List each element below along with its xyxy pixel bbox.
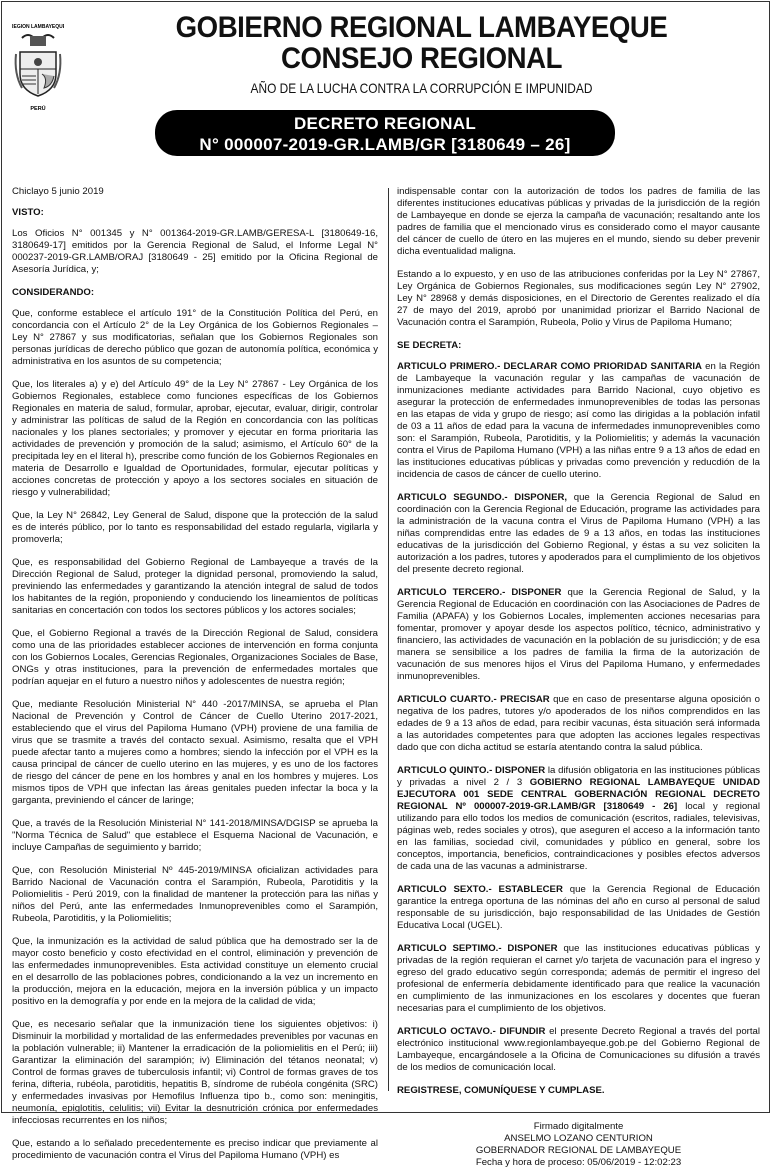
column-divider [388,188,389,1091]
article-text: que las instituciones educativas públicas y privadas de la región requieran el carnet y/o tarjeta de vacunación para el ingreso y egreso del grado educativo según corresponda; además de permitir el ingreso del profesional de enfermería debidamente identificado para que realice la vacunación en cumplimiento de las inmunizaciones en los escolares y docentes que fueran necesarias para el cumplimiento de los objetivos. [397,943,760,1014]
decree-number: N° 000007-2019-GR.LAMB/GR [3180649 – 26] [199,135,571,154]
article-lead: ARTICULO PRIMERO.- DECLARAR COMO PRIORIDAD SANITARIA [397,361,702,372]
considerando-paragraph: Que, estando a lo señalado precedentemente es preciso indicar que previamente al procedimiento de vacunación contra el Virus del Papiloma Humano (VPH) es [12,1138,378,1161]
motto: AÑO DE LA LUCHA CONTRA LA CORRUPCIÓN E IMPUNIDAD [250,80,593,96]
considerando-paragraph: Que, a través de la Resolución Ministerial N° 141-2018/MINSA/DGISP se aprueba la "Norma Técnica de Salud" que establece el Esquema Nacional de Vacunación, e incluye Campañas de seguimiento y barrido; [12,818,378,853]
considerando-paragraph: Que, con Resolución Ministerial Nº 445-2019/MINSA oficializan actividades para Barrido Nacional de Vacunación contra el Sarampión, Rubeola, Parotiditis y la Poliomielitis - Perú 2019, con la finalidad de mantener la protección para las niñas y niños del Perú, ante las enfermedades Inmunoprevenibles como el Sarampión, Rubeola, Parotiditis, y la Poliomielitis; [12,865,378,924]
visto-text: Los Oficios N° 001345 y N° 001364-2019-GR.LAMB/GERESA-L [3180649-16, 3180649-17] emitidos por la Gerencia Regional de Salud, el Informe Legal N° 000237-2019-GR.LAMB/ORAJ [3180649 - 25] emitido por la Oficina Regional de Asesoría Jurídica, y; [12,228,378,275]
article-4 [397,694,760,754]
considerando-paragraph: Que, mediante Resolución Ministerial N° 440 -2017/MINSA, se aprueba el Plan Nacional de Prevención y Control de Cáncer de Cuello Uterino 2017-2021, estableciendo que el virus del Papiloma Humano (VPH) proviene de una familia de virus que se trasmite a través del contacto sexual. Asimismo, resalta que el VPH puede afectar tanto a mujeres como a hombres; siendo la infección por el VPH es la causa principal de cáncer de cuello uterino en las mujeres, y es uno de los factores de riesgo del cáncer de pene en los hombres y anal en los hombres y mujeres. Los mismos tipos de VPH que infectan las áreas genitales pueden infectar la boca y la garganta, previniendo el cáncer de laringe; [12,699,378,806]
considerando-paragraph: Que, la Ley N° 26842, Ley General de Salud, dispone que la protección de la salud es de interés público, por lo tanto es responsabilidad del estado regularla, vigilarla y promoverla; [12,510,378,545]
date-line: Chiclayo 5 junio 2019 [12,186,104,197]
se-decreta-heading: SE DECRETA: [397,340,462,351]
article-text-end: local y regional utilizando para ello todos los medios de comunicación (escritos, radiales, televisivas, páginas web, redes sociales y otros), que aseguren el acceso a la información tanto en las familias, sociedad civil, comunidades y público en general, sobre los conceptos, importancia, beneficios, contraindicaciones y posibles efectos adversos de cada una de las vacunas a administrarse. [397,801,760,872]
article-lead: ARTICULO TERCERO.- DISPONER [397,587,562,598]
article-text: el presente Decreto Regional a través del portal electrónico institucional www.regionlambayeque.gob.pe del Gobierno Regional de Lambayeque, encargándosele a la Oficina de Comunicaciones su difusión a través de los medios de comunicación local. [397,1026,760,1073]
signature-line-1: Firmado digitalmente [533,1121,624,1132]
logo-bottom-text: PERÚ [30,106,46,112]
article-lead: ARTICULO SEGUNDO.- DISPONER, [397,492,568,503]
logo-top-text: REGION LAMBAYEQUE [12,24,64,30]
article-lead: ARTICULO QUINTO.- DISPONER [397,765,546,776]
considerando-paragraph: Que, conforme establece el artículo 191° de la Constitución Política del Perú, en concordancia con el Artículo 2° de la Ley Orgánica de los Gobiernos Regionales – Ley N° 27867 y sus modificatorias, señalan que los Gobiernos Regionales son personas jurídicas de derecho público que gozan de autonomía política, económica y administrativa en los asuntos de su competencia; [12,308,378,367]
page-title [117,12,727,74]
considerando-paragraph: Que, es responsabilidad del Gobierno Regional de Lambayeque a través de la Dirección Regional de Salud, proteger la dignidad personal, promoviendo la salud, previniendo las enfermedades y garantizando la atención integral de salud de todos los habitantes de la región, proponiendo y conduciendo los lineamientos de políticas sanitarias en concertación con todos los sectores públicos y los actores sociales; [12,557,378,616]
article-bold-reference: GOBIERNO REGIONAL LAMBAYEQUE UNIDAD EJECUTORA 001 SEDE CENTRAL GOBERNACIÓN REGIONAL DECRETO REGIONAL Nº 000007-2019-GR.LAMB/GR [3180649 - 26] [397,777,760,812]
article-text: que la Gerencia Regional de Educación garantice la entrega oportuna de las nóminas del año en curso al personal de salud responsable de su jurisdicción, bajo responsabilidad de las Unidades de Gestión Educativa Local (UGEL). [397,884,760,931]
article-8 [397,1026,760,1074]
considerando-paragraph: Que, la inmunización es la actividad de salud pública que ha demostrado ser la de mayor costo beneficio y costo efectividad en el control, eliminación y prevención de las enfermedades inmunoprevenibles. Esta actividad constituye un elemento crucial en el desarrollo de las poblaciones pobres, condicionando a la vez un incremento en la producción, mejora en la educación, mejora en la inversión pública y un impacto positivo en la demografía y por ende en la mejora de la calidad de vida; [12,936,378,1007]
article-text: que la Gerencia Regional de Salud en coordinación con la Gerencia Regional de Educación, programe las actividades para la administración de la vacuna contra el Virus de Papiloma Humano (VPH) a las niñas comprendidas entre las edades de 9 a 13 años, en todas las instituciones educativas de la jurisdicción del Gobierno Regional, y éstas a su vez soliciten la autorización a los padres, tutores y apoderados para el cumplimiento de los objetivos del presente decreto regional. [397,492,760,575]
article-1 [397,361,760,481]
article-7 [397,943,760,1015]
article-text: la difusión obligatoria en las instituciones públicas y privadas a nivel 2 / 3 [397,765,761,788]
considerando-paragraph: Que, el Gobierno Regional a través de la Dirección Regional de Salud, considera como una de las prioridades establecer acciones de intervención en forma conjunta con los Gobiernos Locales, Gerencias Regionales, Organizaciones Sociales de Base, ONGs y otras instituciones, para la prevención de enfermedades mortales que podrían aquejar en el futuro a nuestro niños y adolescentes de nuestra región; [12,628,378,687]
signature-timestamp: Fecha y hora de proceso: 05/06/2019 - 12:02:23 [475,1157,682,1168]
article-2 [397,492,760,576]
considerando-paragraph: Que, es necesario señalar que la inmunización tiene los siguientes objetivos: i) Disminuir la morbilidad y mortalidad de las enfermedades prevenibles por vacunas en la población vulnerable; ii) Mantener la erradicación de la poliomielitis en el Perú; iii) Garantizar la eliminación del sarampión; iv) Eliminación del tétanos neonatal; v) Control de formas graves de tuberculosis infantil; vi) Control de formas graves de tos ferina, difteria, rubéola, parotiditis, hepatitis B, síndrome de rubéola congénita (SRC) y enfermedades invasivas por Hemofilus Influenza tipo b., como son: meningitis, neumonía, epiglotitis, celulitis; vii) Evitar la desnutrición crónica por enfermedades infecciosas recurrentes en los niños; [12,1019,378,1126]
article-6 [397,884,760,932]
decree-banner [155,110,615,156]
decree-label: DECRETO REGIONAL [293,114,477,133]
considerando-heading: CONSIDERANDO: [12,287,95,298]
visto-heading: VISTO: [12,207,44,218]
signature-name: ANSELMO LOZANO CENTURION [504,1133,653,1144]
article-lead: ARTICULO SEPTIMO.- DISPONER [397,943,558,954]
article-5 [397,765,760,873]
left-column [12,186,378,1173]
continuation-paragraph: indispensable contar con la autorización de todos los padres de familia de las diferentes instituciones educativas públicas y privadas de la jurisdicción de la región de Lambayeque en donde se ejerza la campaña de vacunación; resaltando ante los padres de familia que el mencionado virus es considerado como el mayor causante del cáncer de cuello de útero en las mujeres en el mundo, siendo su deber prevenir dicha eventualidad maligna. [397,186,760,257]
article-lead: ARTICULO SEXTO.- ESTABLECER [397,884,563,895]
article-lead: ARTICULO OCTAVO.- DIFUNDIR [397,1026,546,1037]
title-line-1: GOBIERNO REGIONAL LAMBAYEQUE [175,11,668,44]
article-lead: ARTICULO CUARTO.- PRECISAR [397,694,550,705]
regional-coat-of-arms-icon [12,14,64,114]
considerando-paragraph: Que, los literales a) y e) del Artículo 49° de la Ley N° 27867 - Ley Orgánica de los Gobiernos Regionales, establece como funciones específicas de los Gobiernos Regionales en materia de salud, formular, aprobar, ejecutar, evaluar, dirigir, controlar y administrar las políticas de salud de la Región en concordancia con las políticas nacionales y los planes sectoriales; y promover y ejecutar en forma prioritaria las actividades de prevención y promoción de la salud; asimismo, el Artículo 60° de la precipitada ley en el literal h), prescribe como función de los Gobiernos Regionales en materia de Desarrollo e Igualdad de Oportunidades, formular, ejecutar políticas y acciones concretas de protección y apoyo a los sectores sociales en situación de riesgo y vulnerabilidad; [12,379,378,498]
closing-formula: REGISTRESE, COMUNÍQUESE Y CUMPLASE. [397,1085,605,1096]
estando-paragraph: Estando a lo expuesto, y en uso de las atribuciones conferidas por la Ley N° 27867, Ley Orgánica de Gobiernos Regionales, sus modificaciones según Ley N° 27902, Ley N° 28968 y demás disposiciones, en el Directorio de Gerentes realizado el día 27 de mayo del 2019, aprobó por unanimidad priorizar el Barrido Nacional de Vacunación contra el Sarampión, Rubeola, Polio y Virus de Papiloma Humano; [397,269,760,328]
digital-signature [397,1121,760,1169]
article-text: que la Gerencia Regional de Salud, y la Gerencia Regional de Educación en coordinación con las Asociaciones de Padres de Familia (APAFA) y los Gobiernos Locales, implementen acciones necesarias para fomentar, promover y apoyar desde los aspectos político, técnico, administrativo y financiero, las actividades de vacunación en la población de su jurisdicción; y de esa manera se sensibilice a los padres de familia la firma de la autorización de vacunación de sus menores hijos el Virus del Papiloma Humano, y enfermedades inmunoprevenibles. [397,587,760,682]
article-text: en la Región de Lambayeque la vacunación regular y las campañas de vacunación de inmunizaciones mediante actividades para Barrido Nacional, cuyo objetivo es asegurar la protección de enfermedades inmunoprevenibles de todas las personas en las etapas de vida y grupo de riesgo; así como las dirigidas a la población infatil de 03 a 11 años de edad para la vacuna de infermedades inmunoprevenibles como son: el Sarampión, Rubeola, Parotiditis, y la Poliomielitis; y además la vacunación contra el Virus de Papiloma Humano (VPH) a las niñas entre 9 a 13 años de edad en las instituciones educativas públicas y privadas como prevención y reducdión de la incidencia de casos de cáncer de cuello uterino. [397,361,760,480]
signature-title: GOBERNADOR REGIONAL DE LAMBAYEQUE [475,1145,682,1156]
right-column [397,186,760,1169]
article-3 [397,587,760,683]
article-text: que en caso de presentarse alguna oposición o negativa de los padres, tutores y/o apoderados de los niños comprendidos en las edades de 9 a 13 años de edad, para recibir vacunas, ésta situación será informada a las autoridades competentes para que adopten las acciones legales respectivas dado que con dicha actitud se estaría atentando contra la salud pública. [397,694,760,753]
title-line-2: CONSEJO REGIONAL [281,42,562,75]
